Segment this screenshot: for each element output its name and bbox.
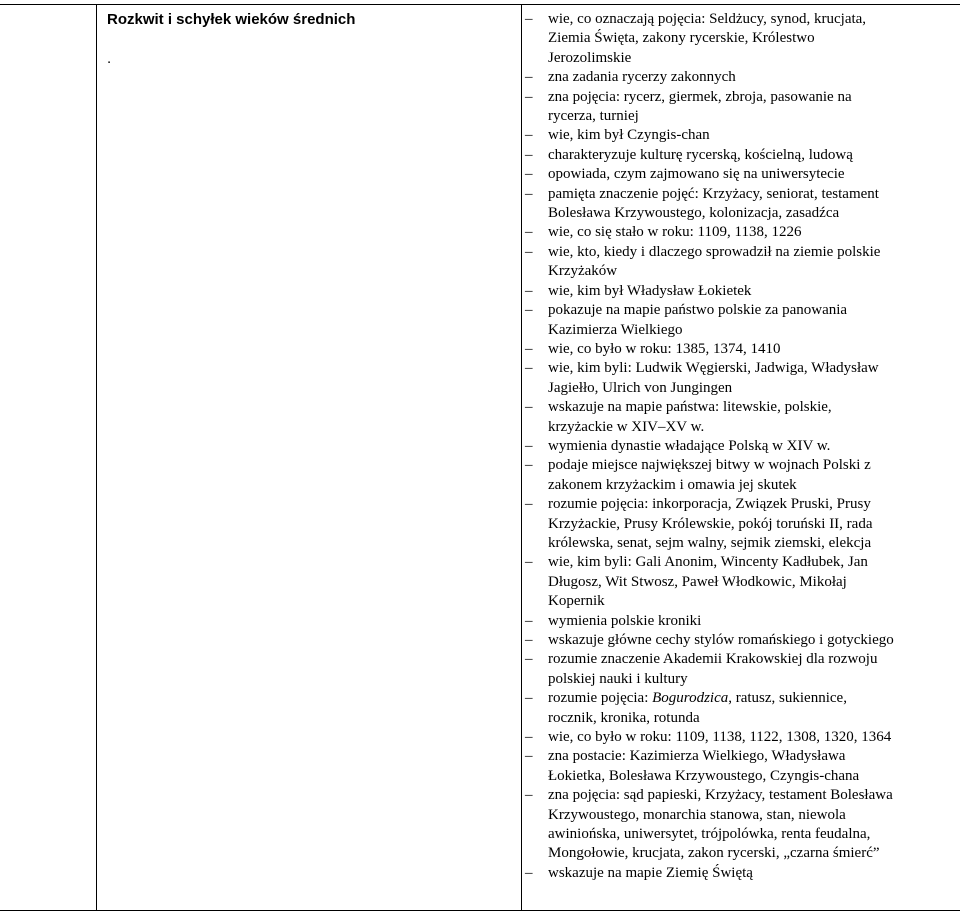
requirement-item — [522, 786, 960, 864]
requirement-line: – zna postacie: Kazimierza Wielkiego, Władysława — [548, 748, 846, 765]
curriculum-table — [0, 4, 960, 911]
requirement-item — [522, 728, 960, 747]
requirement-line: – wie, kim byli: Gali Anonim, Wincenty Kadłubek, Jan — [548, 554, 868, 571]
requirement-line: – zna zadania rycerzy zakonnych — [548, 69, 736, 86]
requirement-line: Mongołowie, krucjata, zakon rycerski, „czarna śmierć” — [548, 845, 880, 862]
requirement-item — [522, 864, 960, 883]
requirement-item — [522, 437, 960, 456]
requirement-line: – wymienia dynastie władające Polską w XIV w. — [548, 437, 831, 454]
requirement-line: – wie, co oznaczają pojęcia: Seldżucy, synod, krucjata, — [548, 11, 867, 27]
requirement-item — [522, 146, 960, 165]
requirement-item — [522, 650, 960, 689]
requirement-item — [522, 631, 960, 650]
requirement-line: – charakteryzuje kulturę rycerską, kościelną, ludową — [548, 146, 853, 163]
requirement-item — [522, 398, 960, 437]
requirement-line: – wskazuje główne cechy stylów romańskiego i gotyckiego — [548, 632, 894, 648]
requirement-line: Bolesława Krzywoustego, kolonizacja, zasadźca — [548, 205, 840, 222]
requirement-line: – wie, co było w roku: 1385, 1374, 1410 — [548, 340, 781, 357]
requirements-cell — [522, 5, 960, 911]
requirement-item — [522, 126, 960, 145]
requirement-line: – wie, kim byli: Ludwik Węgierski, Jadwiga, Władysław — [548, 360, 879, 377]
requirement-line: – pamięta znaczenie pojęć: Krzyżacy, seniorat, testament — [548, 185, 879, 202]
requirement-line: – pokazuje na mapie państwo polskie za panowania — [548, 302, 848, 319]
requirement-line — [548, 689, 960, 708]
requirement-item — [522, 68, 960, 87]
requirement-italic-term: Bogurodzica — [652, 690, 729, 707]
requirement-item — [522, 282, 960, 301]
requirement-item — [522, 185, 960, 224]
requirement-item — [522, 340, 960, 359]
requirement-line: – podaje miejsce największej bitwy w wojnach Polski z — [548, 457, 871, 474]
requirement-line: krzyżackie w XIV–XV w. — [548, 418, 705, 435]
requirement-line: Krzyżaków — [548, 263, 618, 280]
requirement-line: – wie, co było w roku: 1109, 1138, 1122, 1308, 1320, 1364 — [548, 729, 892, 746]
requirement-line: – wie, co się stało w roku: 1109, 1138, 1226 — [548, 224, 802, 241]
requirement-line: – wie, kim był Czyngis-chan — [548, 127, 710, 144]
requirement-line: rocznik, kronika, rotunda — [548, 709, 700, 726]
requirement-line: Jagiełło, Ulrich von Jungingen — [548, 379, 733, 396]
requirement-line: zakonem krzyżackim i omawia jej skutek — [548, 476, 797, 493]
requirement-item — [522, 243, 960, 282]
requirement-line: Krzywoustego, monarchia stanowa, stan, niewola — [548, 806, 846, 823]
requirement-item — [522, 495, 960, 553]
requirement-text: rozumie pojęcia: — [548, 690, 653, 707]
requirement-line: – rozumie pojęcia: inkorporacja, Związek Pruski, Prusy — [548, 496, 871, 513]
requirement-line: – wie, kim był Władysław Łokietek — [548, 282, 752, 299]
topic-title: Rozkwit i schyłek wieków średnich — [107, 11, 356, 28]
requirement-line: Ziemia Święta, zakony rycerskie, Królestwo — [548, 30, 815, 47]
requirement-line: Długosz, Wit Stwosz, Paweł Włodkowic, Mikołaj — [548, 573, 847, 590]
requirement-text: , ratusz, sukiennice, — [728, 690, 847, 707]
requirement-line: Kopernik — [548, 593, 605, 610]
requirement-item — [522, 747, 960, 786]
requirement-line: Jerozolimskie — [548, 49, 632, 66]
requirement-line: rycerza, turniej — [548, 108, 639, 125]
requirement-line: Krzyżackie, Prusy Królewskie, pokój toruński II, rada — [548, 515, 873, 532]
requirement-line: – wymienia polskie kroniki — [548, 612, 702, 629]
requirement-item — [522, 359, 960, 398]
requirement-item — [522, 223, 960, 242]
empty-column-cell — [0, 5, 97, 911]
requirement-item — [522, 10, 960, 68]
requirement-line: polskiej nauki i kultury — [548, 670, 688, 687]
requirement-line: awiniońska, uniwersytet, trójpolówka, renta feudalna, — [548, 826, 871, 843]
requirement-line: – wie, kto, kiedy i dlaczego sprowadził na ziemie polskie — [548, 243, 881, 260]
requirement-item — [522, 456, 960, 495]
requirement-line: królewska, senat, sejm walny, sejmik ziemski, elekcja — [548, 534, 872, 551]
requirement-item — [522, 88, 960, 127]
topic-dot: . — [107, 50, 112, 67]
requirement-item — [522, 553, 960, 611]
requirement-item — [522, 689, 960, 728]
requirement-line: – zna pojęcia: rycerz, giermek, zbroja, pasowanie na — [548, 88, 852, 105]
requirement-line: – wskazuje na mapie państwa: litewskie, polskie, — [548, 399, 832, 416]
topic-cell — [97, 5, 522, 911]
requirement-item — [522, 165, 960, 184]
requirement-line: Łokietka, Bolesława Krzywoustego, Czyngis-chana — [548, 767, 860, 784]
requirement-line: Kazimierza Wielkiego — [548, 321, 683, 338]
requirement-item — [522, 301, 960, 340]
requirement-item — [522, 612, 960, 631]
requirement-line: – wskazuje na mapie Ziemię Świętą — [548, 864, 753, 881]
requirement-line: – zna pojęcia: sąd papieski, Krzyżacy, testament Bolesława — [548, 787, 893, 804]
requirement-line: – rozumie znaczenie Akademii Krakowskiej dla rozwoju — [548, 651, 878, 668]
requirements-list — [522, 5, 960, 883]
table-row — [0, 5, 960, 911]
requirement-line: – opowiada, czym zajmowano się na uniwersytecie — [548, 166, 845, 183]
